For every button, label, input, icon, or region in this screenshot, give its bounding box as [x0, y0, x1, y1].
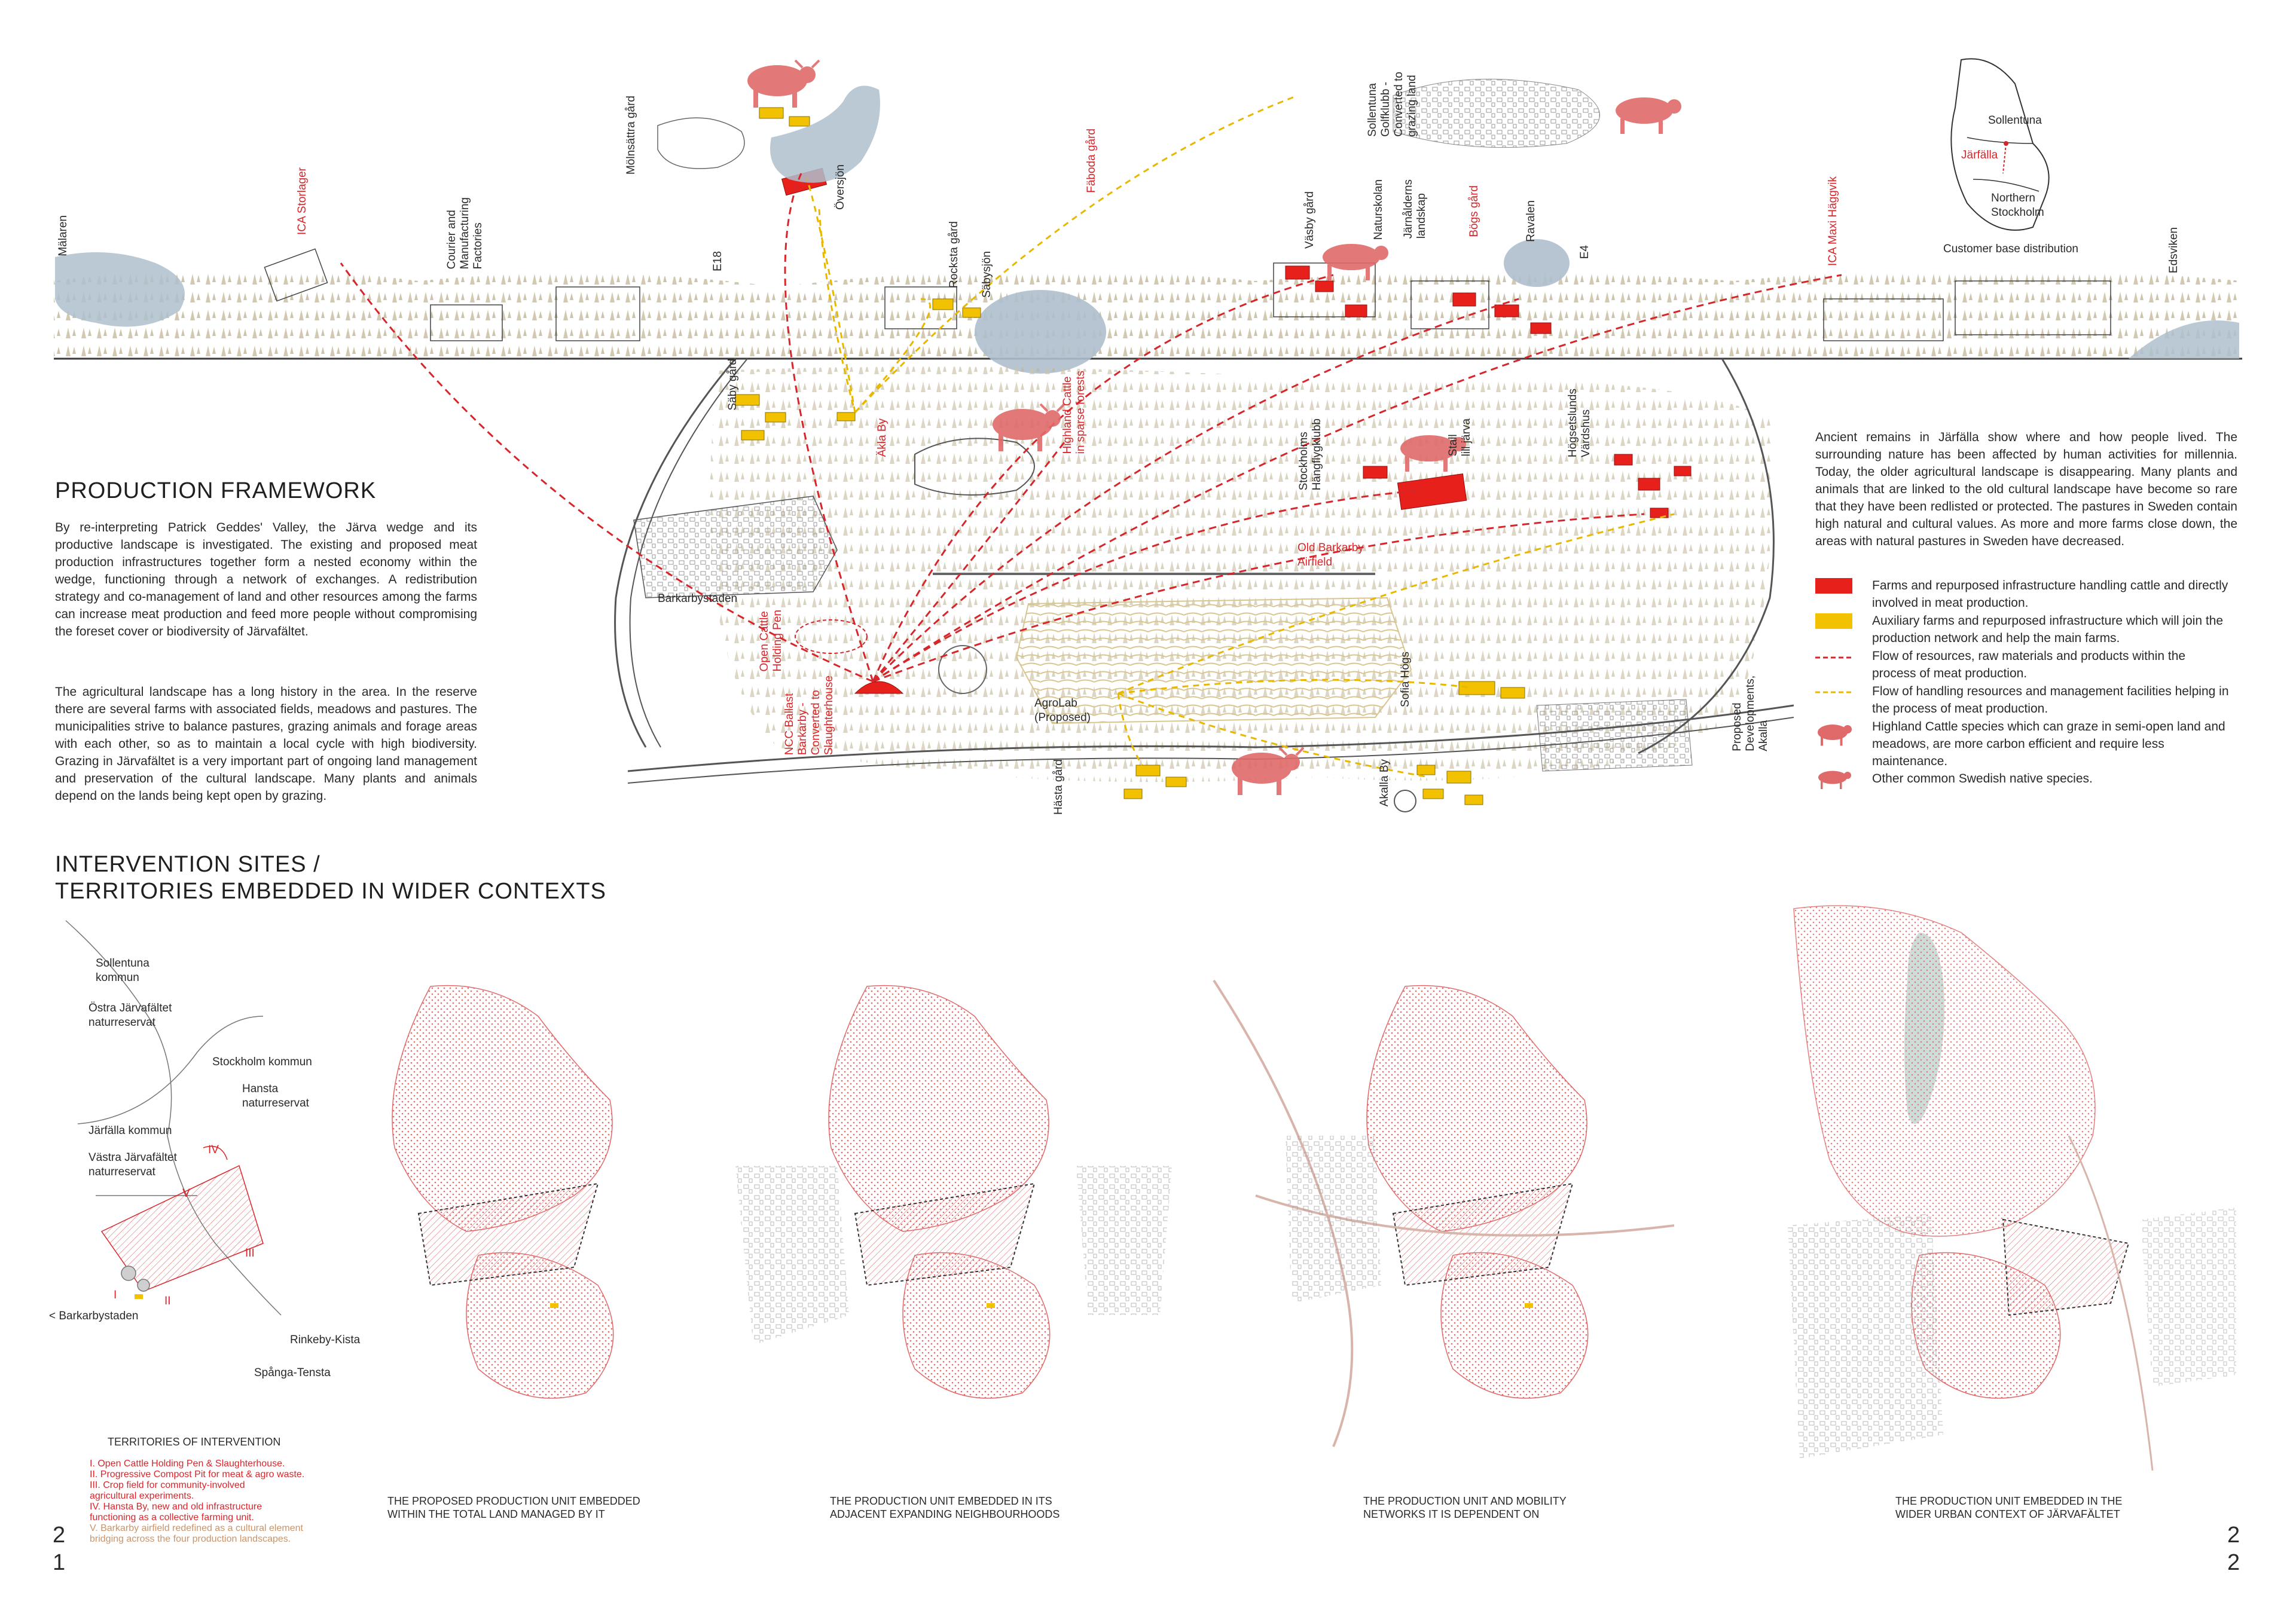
- page-number-left: 2 1: [53, 1523, 66, 1575]
- ravalen-lake: [1504, 239, 1570, 287]
- map-label-vastra: Västra Järvafältet naturreservat: [88, 1151, 177, 1178]
- label-saby-gard: Säby gård: [726, 359, 739, 411]
- map-label-rinkeby: Rinkeby-Kista: [290, 1334, 361, 1346]
- map-label-ii: II: [164, 1295, 171, 1307]
- territories-title: TERRITORIES OF INTERVENTION: [108, 1436, 281, 1448]
- inset-label-sollentuna: Sollentuna: [1988, 114, 2042, 127]
- context-map-2: [735, 986, 1172, 1398]
- territory-item-2: II. Progressive Compost Pit for meat & agro waste.: [90, 1469, 305, 1480]
- intervention-title-line2: TERRITORIES EMBEDDED IN WIDER CONTEXTS: [55, 879, 606, 904]
- ancient-remains-paragraph: Ancient remains in Järfälla show where and how people lived. The surrounding nature has been affected by human activities for millennia. Today, the older agricultural landscape is disappearing. Many plants and animals that are linked to the old cultural landscape have become so rare that they have been redlisted or protected. The pastures in Sweden contain high natural and cultural values. As more and more farms close down, the areas with natural pastures in Sweden have decreased.: [1815, 430, 2237, 548]
- label-faboda-gard: Fäboda gård: [1085, 129, 1098, 193]
- label-edsviken: Edsviken: [2167, 227, 2180, 274]
- territory-item-4: IV. Hansta By, new and old infrastructure functioning as a collective farming unit.: [90, 1502, 262, 1523]
- label-ravalen: Ravalen: [1525, 200, 1537, 242]
- map-label-v: V: [182, 1187, 190, 1200]
- barkarbystaden-block: [634, 496, 837, 598]
- map-label-iii: III: [245, 1247, 255, 1260]
- label-sabysjon: Säbysjön: [981, 251, 993, 298]
- oversjon-lake: [770, 85, 880, 182]
- label-jarnalderns: Järnålderns landskap: [1402, 179, 1428, 239]
- malaren-water: [55, 252, 185, 327]
- label-courier-factories: Courier and Manufacturing Factories: [445, 197, 484, 270]
- production-framework-title: PRODUCTION FRAMEWORK: [55, 478, 377, 503]
- map-label-hansta: Hansta naturreservat: [242, 1083, 309, 1109]
- legend-text: Flow of handling resources and management facilities helping in the process of meat production.: [1872, 684, 2229, 716]
- label-malaren: Mälaren: [57, 215, 69, 256]
- label-stall: Stall lill järva: [1447, 418, 1473, 457]
- territory-item-3: III. Crop field for community-involved agricultural experiments.: [90, 1480, 245, 1501]
- map-label-i: I: [114, 1289, 117, 1301]
- legend-text: Flow of resources, raw materials and products within the process of meat production.: [1872, 649, 2186, 680]
- map-label-ostra: Östra Järvafältet naturreservat: [88, 1002, 172, 1029]
- label-highland-sparse: Highland Cattle in sparse forests: [1061, 371, 1087, 454]
- label-akalla-by: Akalla By: [1378, 759, 1391, 807]
- caption-map-1: THE PROPOSED PRODUCTION UNIT EMBEDDED WITHIN THE TOTAL LAND MANAGED BY IT: [387, 1495, 640, 1520]
- label-bogs-gard: Bögs gård: [1468, 185, 1480, 237]
- label-naturskolan: Naturskolan: [1372, 179, 1385, 240]
- label-sofia-hogs: Sofia Högs: [1399, 652, 1412, 707]
- caption-map-4: THE PRODUCTION UNIT EMBEDDED IN THE WIDER URBAN CONTEXT OF JÄRVAFÄLTET: [1895, 1495, 2123, 1520]
- inset-label-jarfalla: Järfälla: [1961, 149, 1998, 161]
- panorama-strip: [54, 79, 2242, 374]
- label-rocksta: Rocksta gård: [948, 221, 960, 288]
- inset-label-northern: Northern Stockholm: [1991, 192, 2044, 219]
- forest-skyline: [54, 269, 2242, 359]
- map-label-spanga: Spånga-Tensta: [254, 1367, 331, 1379]
- context-map-4: [1788, 906, 2236, 1471]
- label-barkarbystaden: Barkarbystaden: [658, 592, 738, 605]
- highland-cattle-icon: [747, 60, 819, 108]
- label-akla-by: Äkla By: [876, 418, 889, 457]
- context-maps: [392, 906, 2236, 1471]
- label-ica-storlager: ICA Storlager: [296, 167, 309, 235]
- map-label-jarfalla: Järfälla kommun: [88, 1124, 172, 1137]
- inset-caption: Customer base distribution: [1943, 243, 2078, 255]
- caption-map-3: THE PRODUCTION UNIT AND MOBILITY NETWORKS IT IS DEPENDENT ON: [1363, 1495, 1567, 1520]
- legend-text: Highland Cattle species which can graze in semi-open land and meadows, are more carbon efficient and require less maintenance.: [1872, 720, 2225, 768]
- map-label-barkarbystaden: < Barkarbystaden: [49, 1310, 139, 1322]
- label-agrolab: AgroLab (Proposed): [1034, 697, 1091, 724]
- legend-text: Farms and repurposed infrastructure handling cattle and directly involved in meat production.: [1872, 579, 2228, 610]
- label-sollentuna-golf: Sollentuna Golfklubb - Converted to grazing land: [1366, 72, 1418, 137]
- map-label-sollentuna: Sollentuna kommun: [96, 957, 149, 984]
- swedish-cow-icon: [1616, 97, 1681, 134]
- territory-item-5: V. Barkarby airfield redefined as a cultural element bridging across the four production landscapes.: [90, 1523, 303, 1544]
- territory-item-1: I. Open Cattle Holding Pen & Slaughterhouse.: [90, 1459, 285, 1469]
- production-paragraph-2: The agricultural landscape has a long history in the area. In the reserve there are several farms with associated fields, meadows and pastures. The municipalities strive to balance pastures, grazing animals and forage areas with each other, so as to maintain a local cycle with high biodiversity. Grazing in Järvafältet is a very important part of ongoing land management and preservation of the cultural landscape. Many plants and animals depend on the lands being kept open by grazing.: [55, 685, 477, 803]
- sabysjon-lake: [975, 290, 1106, 374]
- label-ica-maxi: ICA Maxi Häggvik: [1827, 176, 1839, 266]
- label-old-airfield: Old Barkarby Airfield: [1297, 542, 1364, 568]
- label-molnsattra: Mölnsättra gård: [625, 96, 637, 175]
- map-label-stockholm: Stockholm kommun: [212, 1056, 312, 1068]
- legend-text: Auxiliary farms and repurposed infrastructure which will join the production network and help the main farms.: [1872, 614, 2224, 645]
- label-e4: E4: [1578, 245, 1591, 259]
- caption-map-2: THE PRODUCTION UNIT EMBEDDED IN ITS ADJACENT EXPANDING NEIGHBOURHOODS: [830, 1495, 1060, 1520]
- territories-list: [90, 1459, 341, 1545]
- label-hasta: Hästa gård: [1052, 759, 1065, 815]
- label-stockholms-hang: Stockholms Hängflygklubb: [1297, 418, 1323, 491]
- context-map-3: [1214, 980, 1674, 1447]
- legend-text: Other common Swedish native species.: [1872, 772, 2093, 785]
- page-number-right: 2 2: [2227, 1523, 2240, 1575]
- legend-keys: [1815, 578, 1852, 789]
- context-map-1: [392, 986, 613, 1398]
- label-proposed-dev: Proposed Developments, Akalla: [1731, 676, 1770, 751]
- label-vasby: Väsby gård: [1303, 191, 1316, 249]
- label-oversjon: Översjön: [834, 164, 847, 210]
- label-hogsetslunds: Högsetslunds Värdshus: [1567, 389, 1592, 458]
- map-label-iv: IV: [208, 1144, 219, 1156]
- label-e18: E18: [712, 251, 724, 271]
- label-ncc-ballast: NCC Ballast Barkarby - Converted to Slaughterhouse: [783, 676, 835, 756]
- intervention-title-line1: INTERVENTION SITES /: [55, 852, 320, 877]
- label-open-cattle-pen: Open Cattle Holding Pen: [758, 610, 784, 672]
- production-paragraph-1: By re-interpreting Patrick Geddes' Valley, the Järva wedge and its productive landscape is investigated. The existing and proposed meat production infrastructures together form a nested economy within the wedge, functioning through a network of exchanges. A redistribution strategy and co-management of land and other resources among the farms can increase meat production and feed more people without compromising the foreset cover or biodiversity of Järvafältet.: [55, 521, 477, 638]
